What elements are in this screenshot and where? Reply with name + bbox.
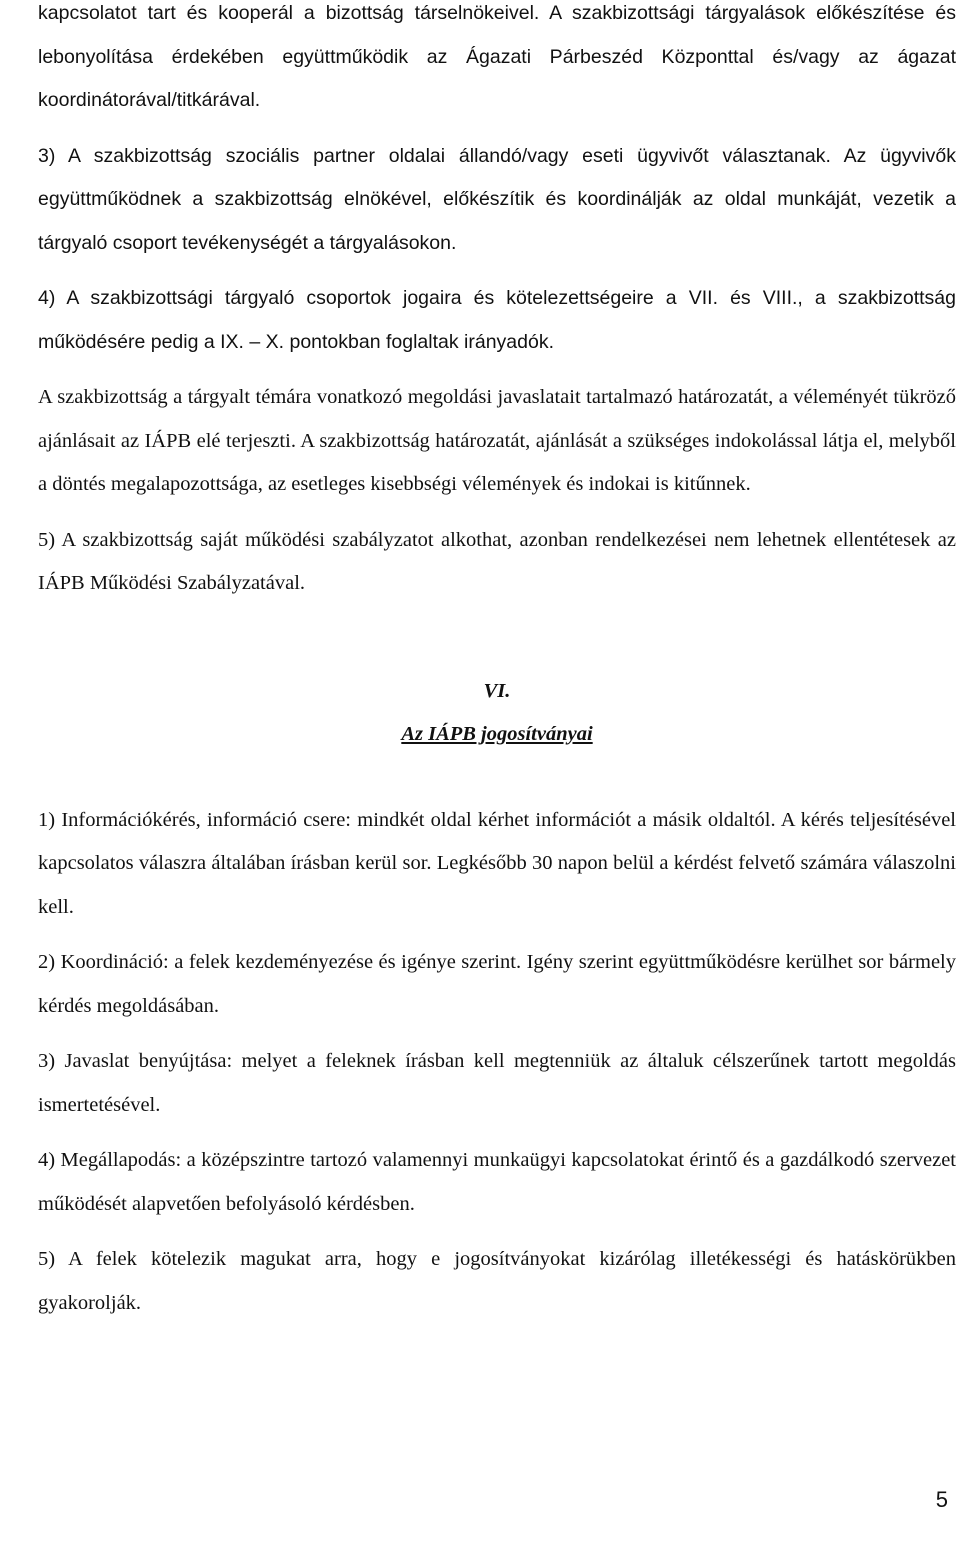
paragraph-continuation: kapcsolatot tart és kooperál a bizottság társelnökeivel. A szakbizottsági tárgyalások előkészítése és lebonyolítása érdekében együttműködik az Ágazati Párbeszéd Központtal és/vagy az ágazat koordinátorával/titkárával. <box>38 2 956 111</box>
list-item-4-megallapodas: 4) Megállapodás: a középszintre tartozó valamennyi munkaügyi kapcsolatokat érintő és a gazdálkodó szervezet működését alapvetően befolyásoló kérdésben. <box>38 1149 956 1215</box>
document-page <box>38 0 956 1325</box>
paragraph-3-ugyvivok: 3) A szakbizottság szociális partner oldalai állandó/vagy eseti ügyvivőt választanak. Az ügyvivők együttműködnek a szakbizottság elnökével, előkészítik és koordinálják az oldal munkáját, vezetik a tárgyaló csoport tevékenységét a tárgyalásokon. <box>38 144 956 254</box>
list-item-3-javaslat: 3) Javaslat benyújtása: melyet a feleknek írásban kell megtenniük az általuk célszerűnek tartott megoldás ismertetésével. <box>38 1050 956 1116</box>
list-item-5-jogositvanyok: 5) A felek kötelezik magukat arra, hogy e jogosítványokat kizárólag illetékességi és hatáskörükben gyakorolják. <box>38 1248 956 1314</box>
paragraph-hatarozat: A szakbizottság a tárgyalt témára vonatkozó megoldási javaslatait tartalmazó határozatát, a véleményét tükröző ajánlásait az IÁPB elé terjeszti. A szakbizottság határozatát, ajánlását a szükséges indokolással látja el, melyből a döntés megalapozottsága, az esetleges kisebbségi vélemények és indokai is kitűnnek. <box>38 386 956 495</box>
paragraph-4-iranyadok: 4) A szakbizottsági tárgyaló csoportok jogaira és kötelezettségeire a VII. és VIII., a szakbizottság működésére pedig a IX. – X. pontokban foglaltak irányadók. <box>38 287 956 353</box>
paragraph-5-mukodesi-szabalyzat: 5) A szakbizottság saját működési szabályzatot alkothat, azonban rendelkezései nem lehetnek ellentétesek az IÁPB Működési Szabályzatával. <box>38 528 956 594</box>
list-item-2-koordinacio: 2) Koordináció: a felek kezdeményezése és igénye szerint. Igény szerint együttműködésre kerülhet sor bármely kérdés megoldásában. <box>38 951 956 1017</box>
section-title: Az IÁPB jogosítványai <box>401 723 593 745</box>
section-numeral: VI. <box>483 679 511 702</box>
page-number: 5 <box>935 1487 948 1512</box>
list-item-1-informaciokeres: 1) Információkérés, információ csere: mindkét oldal kérhet információt a másik oldaltól. A kérés teljesítésével kapcsolatos válaszra általában írásban kerül sor. Legkésőbb 30 napon belül a kérdést felvető számára válaszolni kell. <box>38 808 956 918</box>
